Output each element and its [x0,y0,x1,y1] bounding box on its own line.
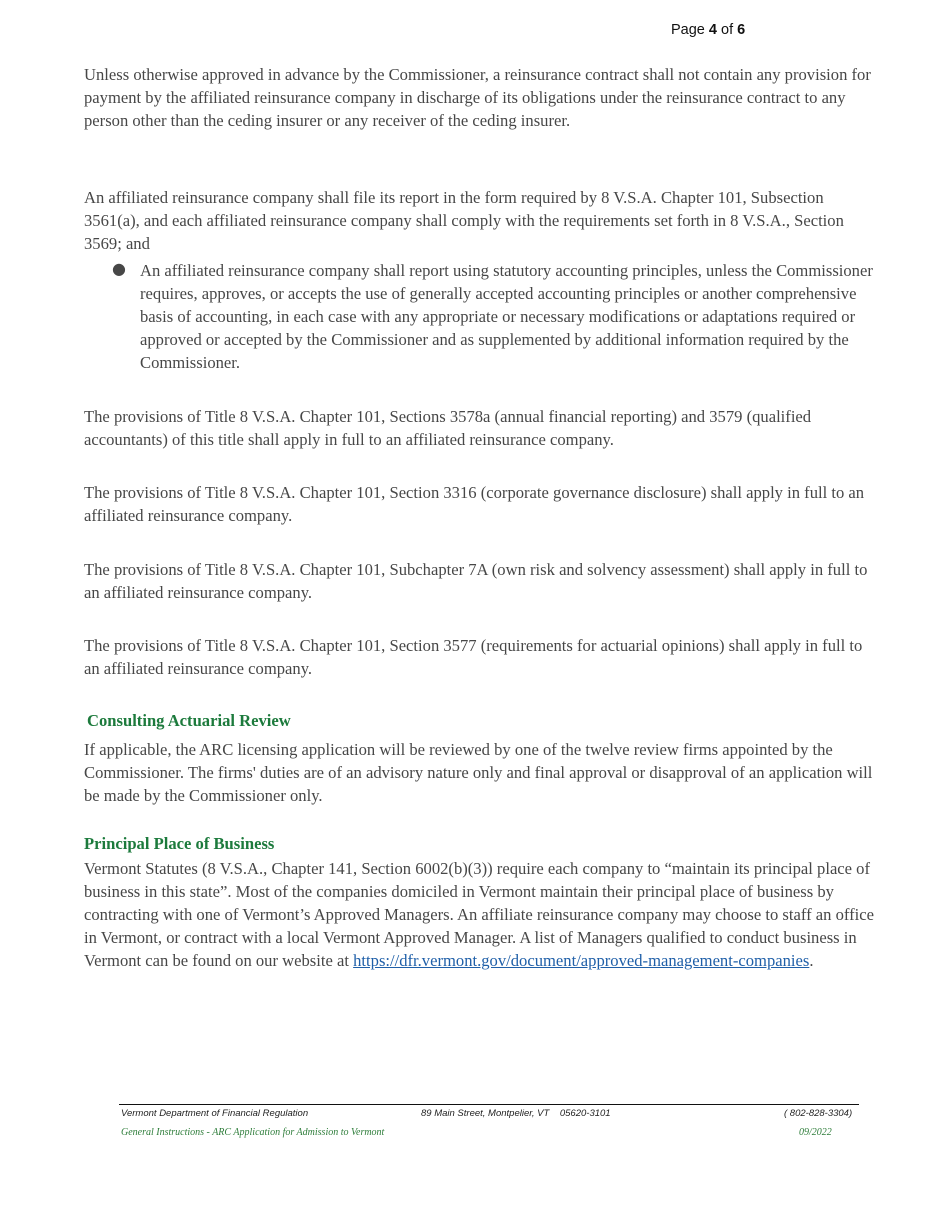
footer-department: Vermont Department of Financial Regulation [121,1108,309,1119]
heading-consulting-actuarial-review: Consulting Actuarial Review [87,711,291,730]
bullet-item-statutory-accounting: An affiliated reinsurance company shall report using statutory accounting principles, unless the Commissioner requires, approves, or accepts the use of generally accepted accounting principles or another comprehensive basis of accounting, in each case with any appropriate or necessary modifications or adaptations required or approved or accepted by the Commissioner and as supplemented by additional information required by the Commissioner. [140,261,873,372]
footer-date: 09/2022 [799,1127,832,1138]
footer-document-title: General Instructions - ARC Application for Admission to Vermont [121,1127,385,1138]
page-of-label: of [721,22,734,38]
heading-principal-place-of-business: Principal Place of Business [84,834,275,853]
footer-divider [119,1104,859,1105]
footer-phone: ( 802-828-3304) [784,1108,853,1119]
paragraph-actuarial-review: If applicable, the ARC licensing application will be reviewed by one of the twelve review firms appointed by the Commissioner. The firms' duties are of an advisory nature only and final approval or disapproval of an application will be made by the Commissioner only. [84,740,873,805]
bullet-dot-icon: ● [112,259,126,278]
paragraph-actuarial-opinions: The provisions of Title 8 V.S.A. Chapter 101, Section 3577 (requirements for actuarial opinions) shall apply in full to an affiliated reinsurance company. [84,636,863,678]
page-total: 6 [737,22,746,38]
principal-end-punctuation: . [809,951,814,970]
approved-managers-link[interactable]: https://dfr.vermont.gov/document/approved-management-companies [353,951,810,970]
paragraph-principal-place [84,857,874,972]
page-label: Page [671,22,705,38]
page-current: 4 [708,22,717,38]
paragraph-report-filing: An affiliated reinsurance company shall file its report in the form required by 8 V.S.A. Chapter 101, Subsection 3561(a), and each affiliated reinsurance company shall comply with the requirements set forth in 8 V.S.A., Section 3569; and [84,188,844,253]
paragraph-financial-reporting: The provisions of Title 8 V.S.A. Chapter 101, Sections 3578a (annual financial reporting) and 3579 (qualified accountants) of this title shall apply in full to an affiliated reinsurance company. [84,407,812,449]
paragraph-orsa: The provisions of Title 8 V.S.A. Chapter 101, Subchapter 7A (own risk and solvency assessment) shall apply in full to an affiliated reinsurance company. [84,560,868,602]
paragraph-reinsurance-contract: Unless otherwise approved in advance by the Commissioner, a reinsurance contract shall not contain any provision for payment by the affiliated reinsurance company in discharge of its obligations under the reinsurance contract to any person other than the ceding insurer or any receiver of the ceding insurer. [84,65,871,130]
principal-text: Vermont Statutes (8 V.S.A., Chapter 141, Section 6002(b)(3)) require each company to “maintain its principal place of business in this state”. Most of the companies domiciled in Vermont maintain their principal place of business by contracting with one of Vermont’s Approved Managers. An affiliate reinsurance company may choose to staff an office in Vermont, or contract with a local Vermont Approved Manager. A list of Managers qualified to conduct business in Vermont can be found on our website at [84,859,874,970]
paragraph-corporate-governance: The provisions of Title 8 V.S.A. Chapter 101, Section 3316 (corporate governance disclosure) shall apply in full to an affiliated reinsurance company. [84,483,865,525]
page-number [671,22,745,38]
footer-address: 89 Main Street, Montpelier, VT 05620-3101 [421,1108,611,1119]
